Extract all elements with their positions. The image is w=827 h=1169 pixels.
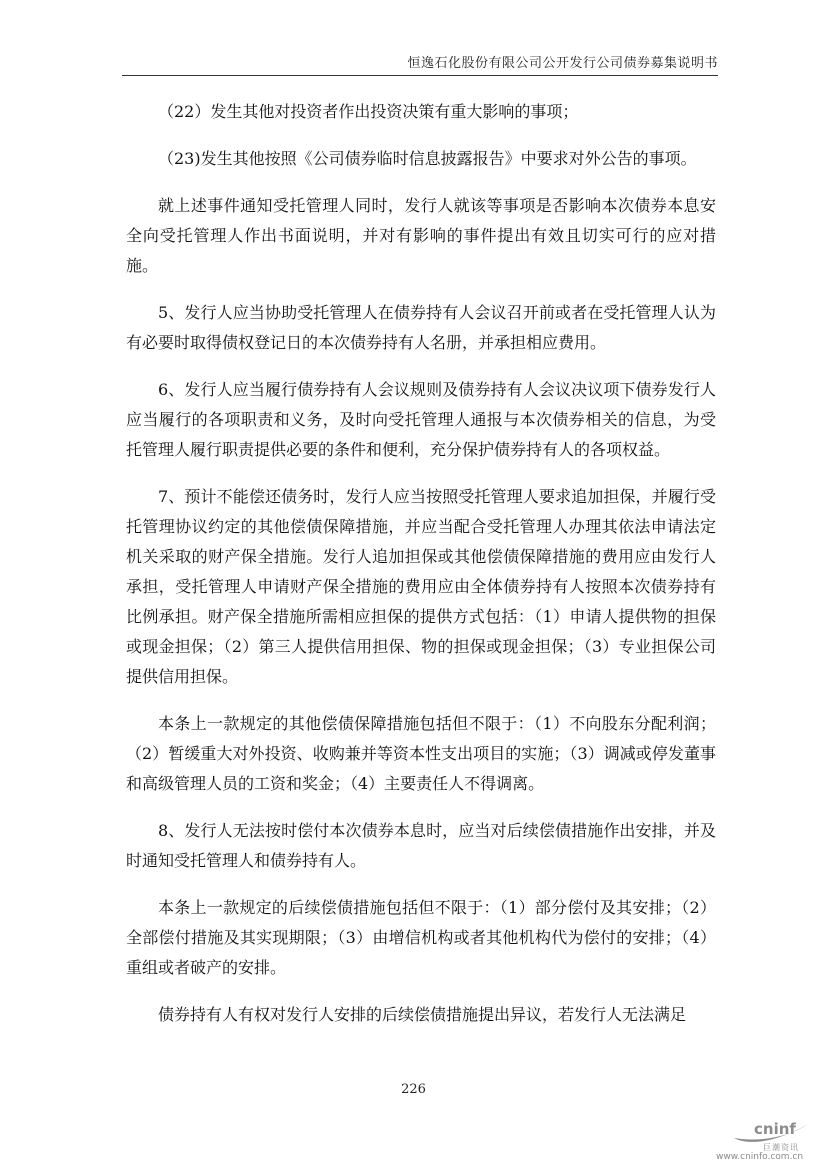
paragraph-holder-objection: 债券持有人有权对发行人安排的后续偿债措施提出异议，若发行人无法满足: [158, 1005, 687, 1024]
paragraph-clause-7: 7、预计不能偿还债务时，发行人应当按照受托管理人要求追加担保，并履行受托管理协议约定的其他偿债保障措施，并应当配合受托管理人办理其依法申请法定机关采取的财产保全措施。发行人追加担保或其他偿债保障措施的费用应由发行人承担，受托管理人申请财产保全措施的费用应由全体债券持有人按照本次债券持有比例承担。财产保全措施所需相应担保的提供方式包括：（1）申请人提供物的担保或现金担保；（2）第三人提供信用担保、物的担保或现金担保；（3）专业担保公司提供信用担保。: [126, 487, 716, 686]
paragraph-guarantee-measures: 本条上一款规定的其他偿债保障措施包括但不限于：（1）不向股东分配利润；（2）暂缓重大对外投资、收购兼并等资本性支出项目的实施；（3）调减或停发董事和高级管理人员的工资和奖金；（4）主要责任人不得调离。: [126, 714, 716, 793]
paragraph-clause-8: 8、发行人无法按时偿付本次债券本息时，应当对后续偿债措施作出安排，并及时通知受托管理人和债券持有人。: [126, 821, 716, 870]
paragraph-item-22: （22）发生其他对投资者作出投资决策有重大影响的事项；: [158, 102, 579, 121]
page-header: [122, 0, 718, 80]
document-title: 恒逸石化股份有限公司公开发行公司债券募集说明书: [407, 56, 718, 71]
logo-wordmark: cninf: [754, 1120, 796, 1138]
paragraph-clause-6: 6、发行人应当履行债券持有人会议规则及债券持有人会议决议项下债券发行人应当履行的各项职责和义务，及时向受托管理人通报与本次债券相关的信息，为受托管理人履行职责提供必要的条件和便利，充分保护债券持有人的各项权益。: [126, 380, 716, 459]
header-divider: [122, 75, 718, 76]
paragraph-notification: 就上述事件通知受托管理人同时，发行人就该等事项是否影响本次债券本息安全向受托管理人作出书面说明，并对有影响的事件提出有效且切实可行的应对措施。: [126, 196, 716, 275]
paragraph-clause-5: 5、发行人应当协助受托管理人在债券持有人会议召开前或者在受托管理人认为有必要时取得债权登记日的本次债券持有人名册，并承担相应费用。: [126, 303, 716, 352]
body-text: [126, 97, 716, 1047]
watermark-subtitle: 巨潮资讯: [763, 1143, 799, 1152]
paragraph-item-23: （23)发生其他按照《公司债券临时信息披露报告》中要求对外公告的事项。: [158, 149, 697, 168]
cninfo-logo: [728, 1118, 816, 1144]
page-number: 226: [401, 1082, 426, 1097]
cninfo-watermark: [708, 1118, 818, 1164]
watermark-url: www.cninfo.com.cn: [716, 1152, 804, 1162]
paragraph-follow-up-measures: 本条上一款规定的后续偿债措施包括但不限于：（1）部分偿付及其安排；（2）全部偿付措施及其实现期限；（3）由增信机构或者其他机构代为偿付的安排；（4）重组或者破产的安排。: [126, 898, 716, 977]
